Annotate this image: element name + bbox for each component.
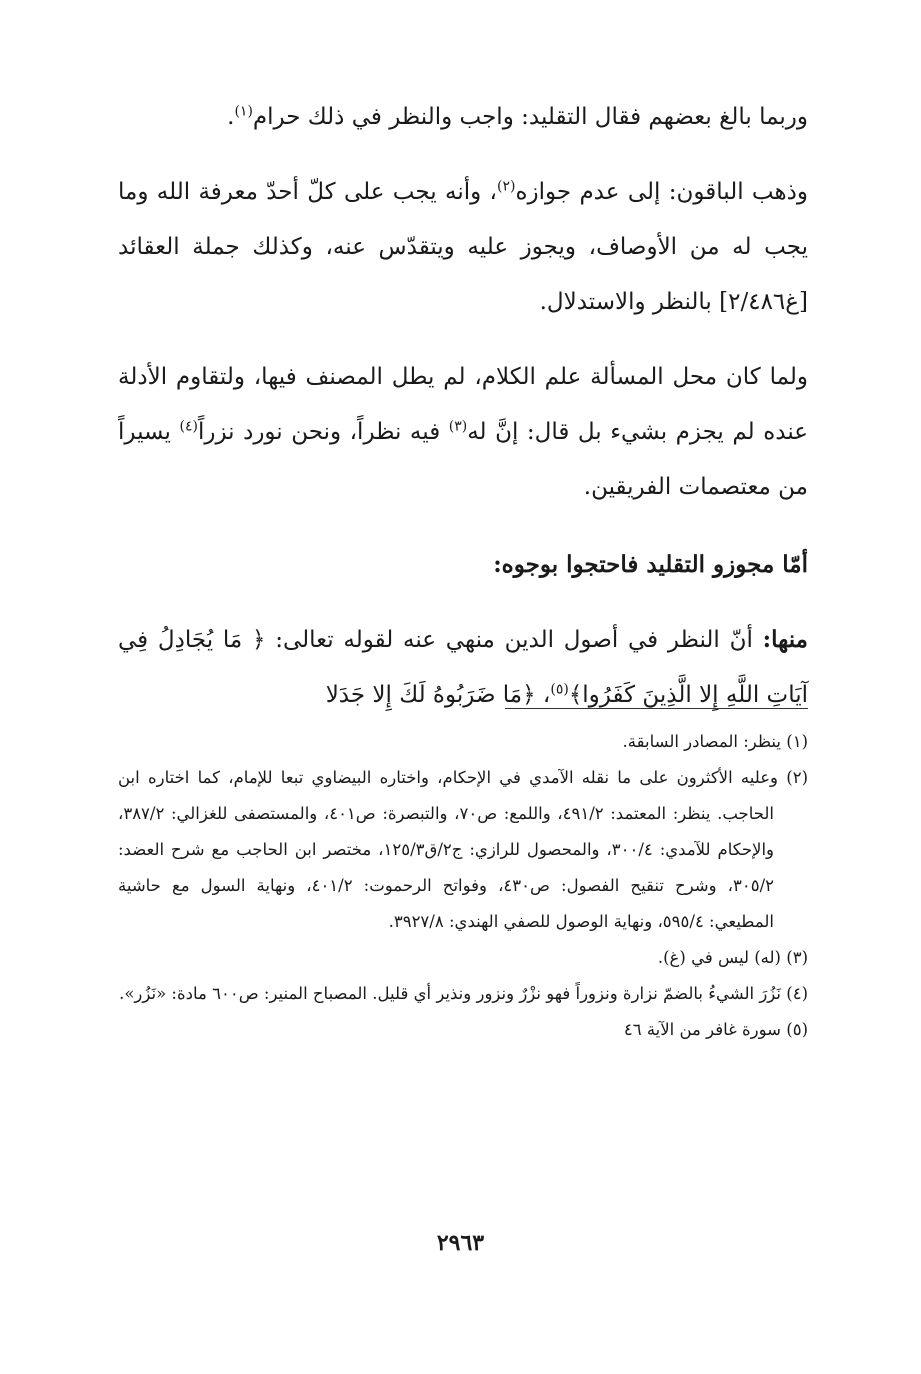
paragraph-5 [118,612,808,723]
footnote-text: سورة غافر من الآية ٤٦ [623,1020,781,1039]
page-number: ٢٩٦٣ [436,1230,485,1256]
paragraph-3-text-b: فيه نظراً، ونحن نورد نزراً [197,419,449,445]
footnote-ref-5: (٥) [550,681,569,698]
paragraph-5-lead: منها: [762,626,808,653]
footnote-number: (٢) [786,768,808,787]
footnote-number: (٥) [786,1020,808,1039]
paragraph-5-text-a: أنّ النظر في أصول الدين منهي عنه لقوله تعالى: ﴿ مَا يُجَادِلُ فِي آيَاتِ اللَّهِ إِلا الَّذِينَ كَفَرُوا﴾ [118,627,808,708]
footnote-ref-4: (٤) [179,418,198,435]
footnote-ref-2: (٢) [496,178,516,195]
footnote-text: نَزُرَ الشيءُ بالضمّ نزارة ونزوراً فهو نزْرٌ ونزور ونذير أي قليل. المصباح المنير: ص٦٠٠ مادة: «نَزُر». [119,984,781,1003]
footnotes [118,724,808,1048]
paragraph-3-text-a: ولما كان محل المسألة علم الكلام، لم يطل المصنف فيها، ولتقاوم الأدلة عنده لم يجزم بشيء بل قال: إنَّ له [118,364,808,445]
footnote-4 [118,976,808,1012]
footnote-3 [118,940,808,976]
main-text [118,90,808,723]
footnote-separator [505,708,808,709]
footnote-ref-3: (٣) [448,418,468,435]
footnote-text: وعليه الأكثرون على ما نقله الآمدي في الإحكام، واختاره البيضاوي تبعا للإمام، كما اختاره ابن الحاجب. ينظر: المعتمد: ٤٩١/٢، واللمع: ص٧٠، والتبصرة: ص٤٠١، والمستصفى للغزالي: ٣٨٧/٢، والإحكام للآمدي: ٣٠٠/٤، والمحصول للرازي: ج٢/ق١٢٥/٣، مختصر ابن الحاجب مع شرح العضد: ٣٠٥/٢، وشرح تنقيح الفصول: ص٤٣٠، وفواتح الرحموت: ٤٠١/٢، ونهاية السول مع حاشية المطيعي: ٥٩٥/٤، ونهاية الوصول للصفي الهندي: ٣٩٢٧/٨. [118,768,779,931]
footnote-number: (٤) [786,984,808,1003]
paragraph-3 [118,350,808,515]
paragraph-1-end: . [227,104,235,130]
footnote-ref-1: (١) [234,103,253,120]
paragraph-1-text: وربما بالغ بعضهم فقال التقليد: واجب والنظر في ذلك حرام [252,104,808,130]
footnote-number: (١) [786,732,808,751]
footnote-1 [118,724,808,760]
paragraph-5-text-b: ، ﴿مَا ضَرَبُوهُ لَكَ إِلا جَدَلا [325,682,551,708]
section-heading: أمّا مجوزو التقليد فاحتجوا بوجوه: [493,551,808,578]
paragraph-3-text-c: يسيراً من معتصمات الفريقين. [118,419,808,500]
footnote-5 [118,1012,808,1048]
paragraph-2-text-b: ، وأنه يجب على كلّ أحدّ معرفة الله وما يجب له من الأوصاف، ويجوز عليه ويتقدّس عنه، وكذلك جملة العقائد [غ٢/٤٨٦] بالنظر والاستدلال. [118,179,808,315]
paragraph-2 [118,165,808,330]
paragraph-2-text-a: وذهب الباقون: إلى عدم جوازه [515,179,808,205]
footnote-number: (٣) [786,948,808,967]
paragraph-1 [118,90,808,145]
footnote-2 [118,760,808,940]
footnote-text: ينظر: المصادر السابقة. [622,732,781,751]
footnote-text: (له) ليس في (غ). [657,948,781,967]
